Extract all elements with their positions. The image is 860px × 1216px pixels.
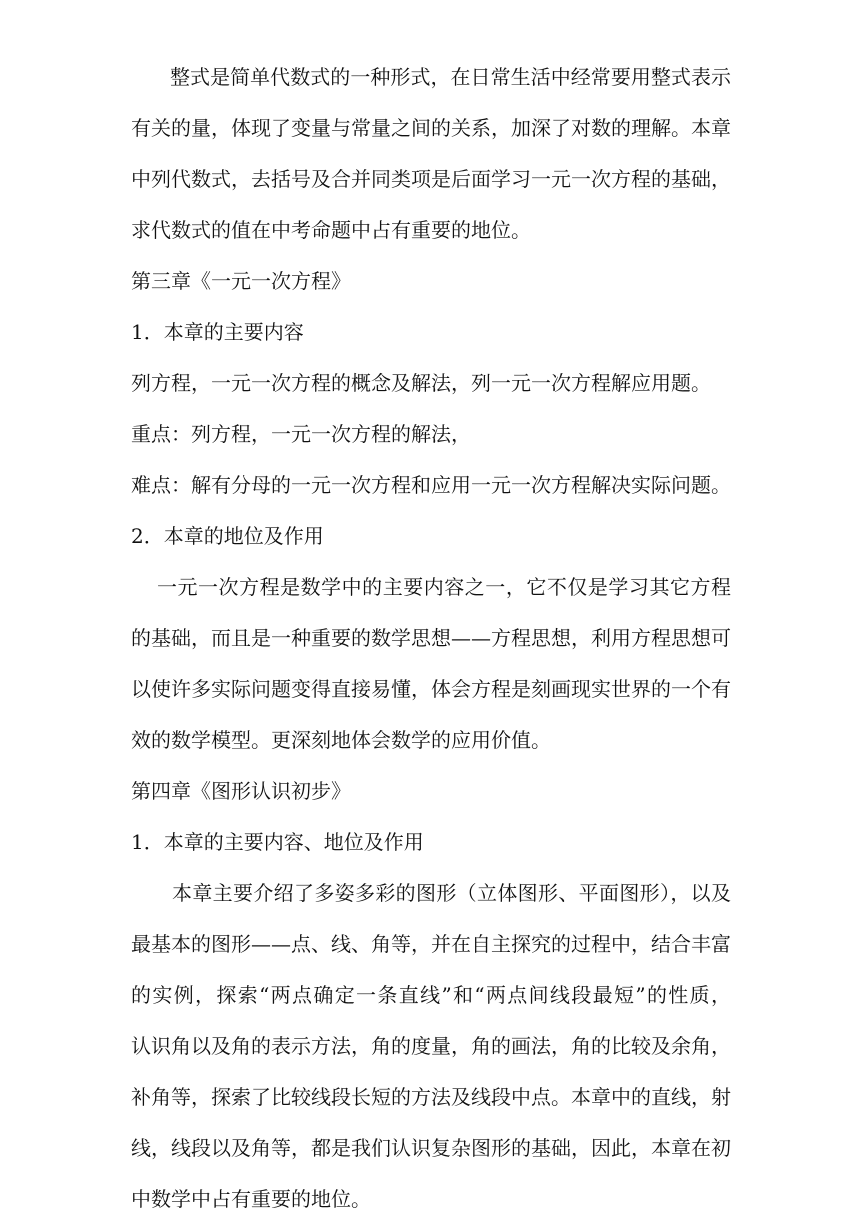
paragraph-line: 有关的量，体现了变量与常量之间的关系，加深了对数的理解。本章 — [131, 116, 731, 140]
chapter-heading: 第四章《图形认识初步》 — [131, 779, 351, 803]
paragraph-line: 重点：列方程，一元一次方程的解法， — [131, 422, 471, 446]
paragraph-line: 线，线段以及角等，都是我们认识复杂图形的基础，因此，本章在初 — [131, 1136, 731, 1160]
paragraph-line: 的基础，而且是一种重要的数学思想——方程思想，利用方程思想可 — [131, 626, 731, 650]
paragraph-line: 难点：解有分母的一元一次方程和应用一元一次方程解决实际问题。 — [131, 473, 731, 497]
paragraph-line: 整式是简单代数式的一种形式，在日常生活中经常要用整式表示 — [170, 65, 731, 89]
paragraph-line: 最基本的图形——点、线、角等，并在自主探究的过程中，结合丰富 — [131, 932, 731, 956]
paragraph-line: 以使许多实际问题变得直接易懂，体会方程是刻画现实世界的一个有 — [131, 677, 731, 701]
paragraph-line: 中数学中占有重要的地位。 — [131, 1187, 371, 1211]
paragraph-line: 本章主要介绍了多姿多彩的图形（立体图形、平面图形），以及 — [172, 881, 731, 905]
section-heading: 1．本章的主要内容 — [131, 320, 304, 344]
paragraph-line: 列方程，一元一次方程的概念及解法，列一元一次方程解应用题。 — [131, 371, 711, 395]
section-heading: 2．本章的地位及作用 — [131, 524, 324, 548]
paragraph-line: 效的数学模型。更深刻地体会数学的应用价值。 — [131, 728, 551, 752]
paragraph-line: 一元一次方程是数学中的主要内容之一，它不仅是学习其它方程 — [157, 575, 731, 599]
paragraph-line: 求代数式的值在中考命题中占有重要的地位。 — [131, 218, 531, 242]
paragraph-line: 中列代数式，去括号及合并同类项是后面学习一元一次方程的基础， — [131, 167, 731, 191]
section-heading: 1．本章的主要内容、地位及作用 — [131, 830, 424, 854]
paragraph-line: 的实例，探索“两点确定一条直线”和“两点间线段最短”的性质， — [131, 983, 731, 1007]
paragraph-line: 补角等，探索了比较线段长短的方法及线段中点。本章中的直线，射 — [131, 1085, 731, 1109]
paragraph-line: 认识角以及角的表示方法，角的度量，角的画法，角的比较及余角， — [131, 1034, 731, 1058]
chapter-heading: 第三章《一元一次方程》 — [131, 269, 351, 293]
